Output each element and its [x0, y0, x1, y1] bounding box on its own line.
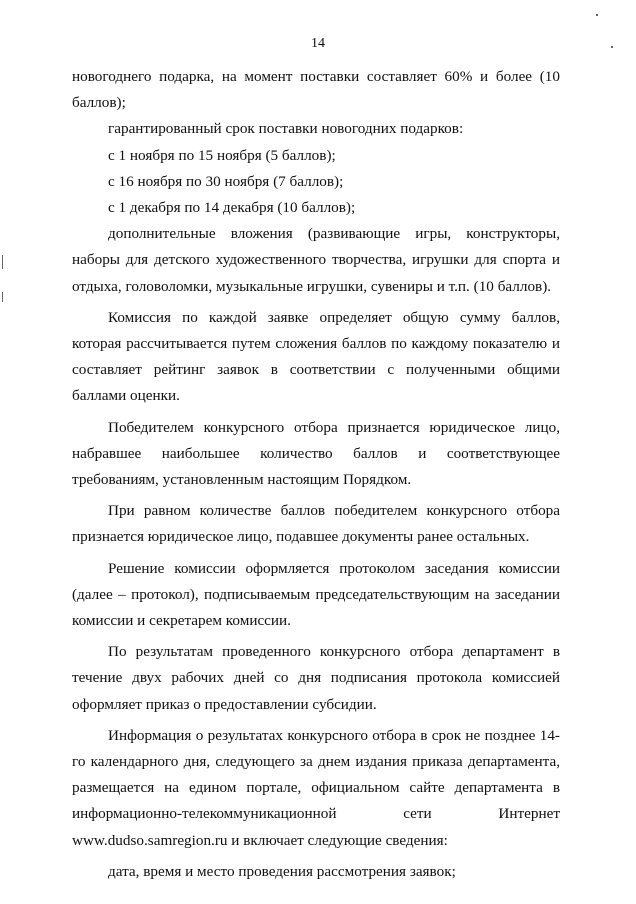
paragraph: гарантированный срок поставки новогодних подарков:	[108, 120, 464, 138]
scan-mark	[596, 14, 598, 16]
paragraph: дата, время и место проведения рассмотрения заявок;	[108, 862, 456, 880]
document-body	[72, 64, 560, 885]
paragraph: с 1 ноября по 15 ноября (5 баллов);	[108, 146, 336, 164]
paragraph: с 1 декабря по 14 декабря (10 баллов);	[108, 199, 356, 217]
scan-mark	[611, 46, 613, 48]
scan-mark	[2, 292, 3, 302]
paragraph: Комиссия по каждой заявке определяет общую сумму баллов, которая рассчитывается путем сложения баллов по каждому показателю и составляет рейтинг заявок в соответствии с полученными общими баллами оценки.	[72, 308, 560, 405]
paragraph: По результатам проведенного конкурсного отбора департамент в течение двух рабочих дней со дня подписания протокола комиссией оформляет приказ о предоставлении субсидии.	[72, 643, 560, 713]
paragraph: Решение комиссии оформляется протоколом заседания комиссии (далее – протокол), подписываемым председательствующим на заседании комиссии и секретарем комиссии.	[72, 559, 560, 630]
paragraph: новогоднего подарка, на момент поставки составляет 60% и более (10 баллов);	[72, 68, 560, 112]
paragraph: с 16 ноября по 30 ноября (7 баллов);	[108, 172, 344, 190]
scan-mark	[2, 255, 3, 269]
paragraph: Информация о результатах конкурсного отбора в срок не позднее 14-го календарного дня, следующего за днем издания приказа департамента, размещается на едином портале, официальном сайте департамента в информационно-телекоммуникационной сети Интернет www.dudso.samregion.ru и включает следующие сведения:	[72, 726, 560, 849]
paragraph: Победителем конкурсного отбора признается юридическое лицо, набравшее наибольшее количество баллов и соответствующее требованиям, установленным настоящим Порядком.	[72, 418, 560, 489]
paragraph: При равном количестве баллов победителем конкурсного отбора признается юридическое лицо, подавшее документы ранее остальных.	[72, 502, 560, 546]
page-number: 14	[311, 36, 325, 51]
paragraph: дополнительные вложения (развивающие игры, конструкторы, наборы для детского художественного творчества, игрушки для спорта и отдыха, головоломки, музыкальные игрушки, сувениры и т.п. (10 баллов).	[72, 225, 560, 295]
